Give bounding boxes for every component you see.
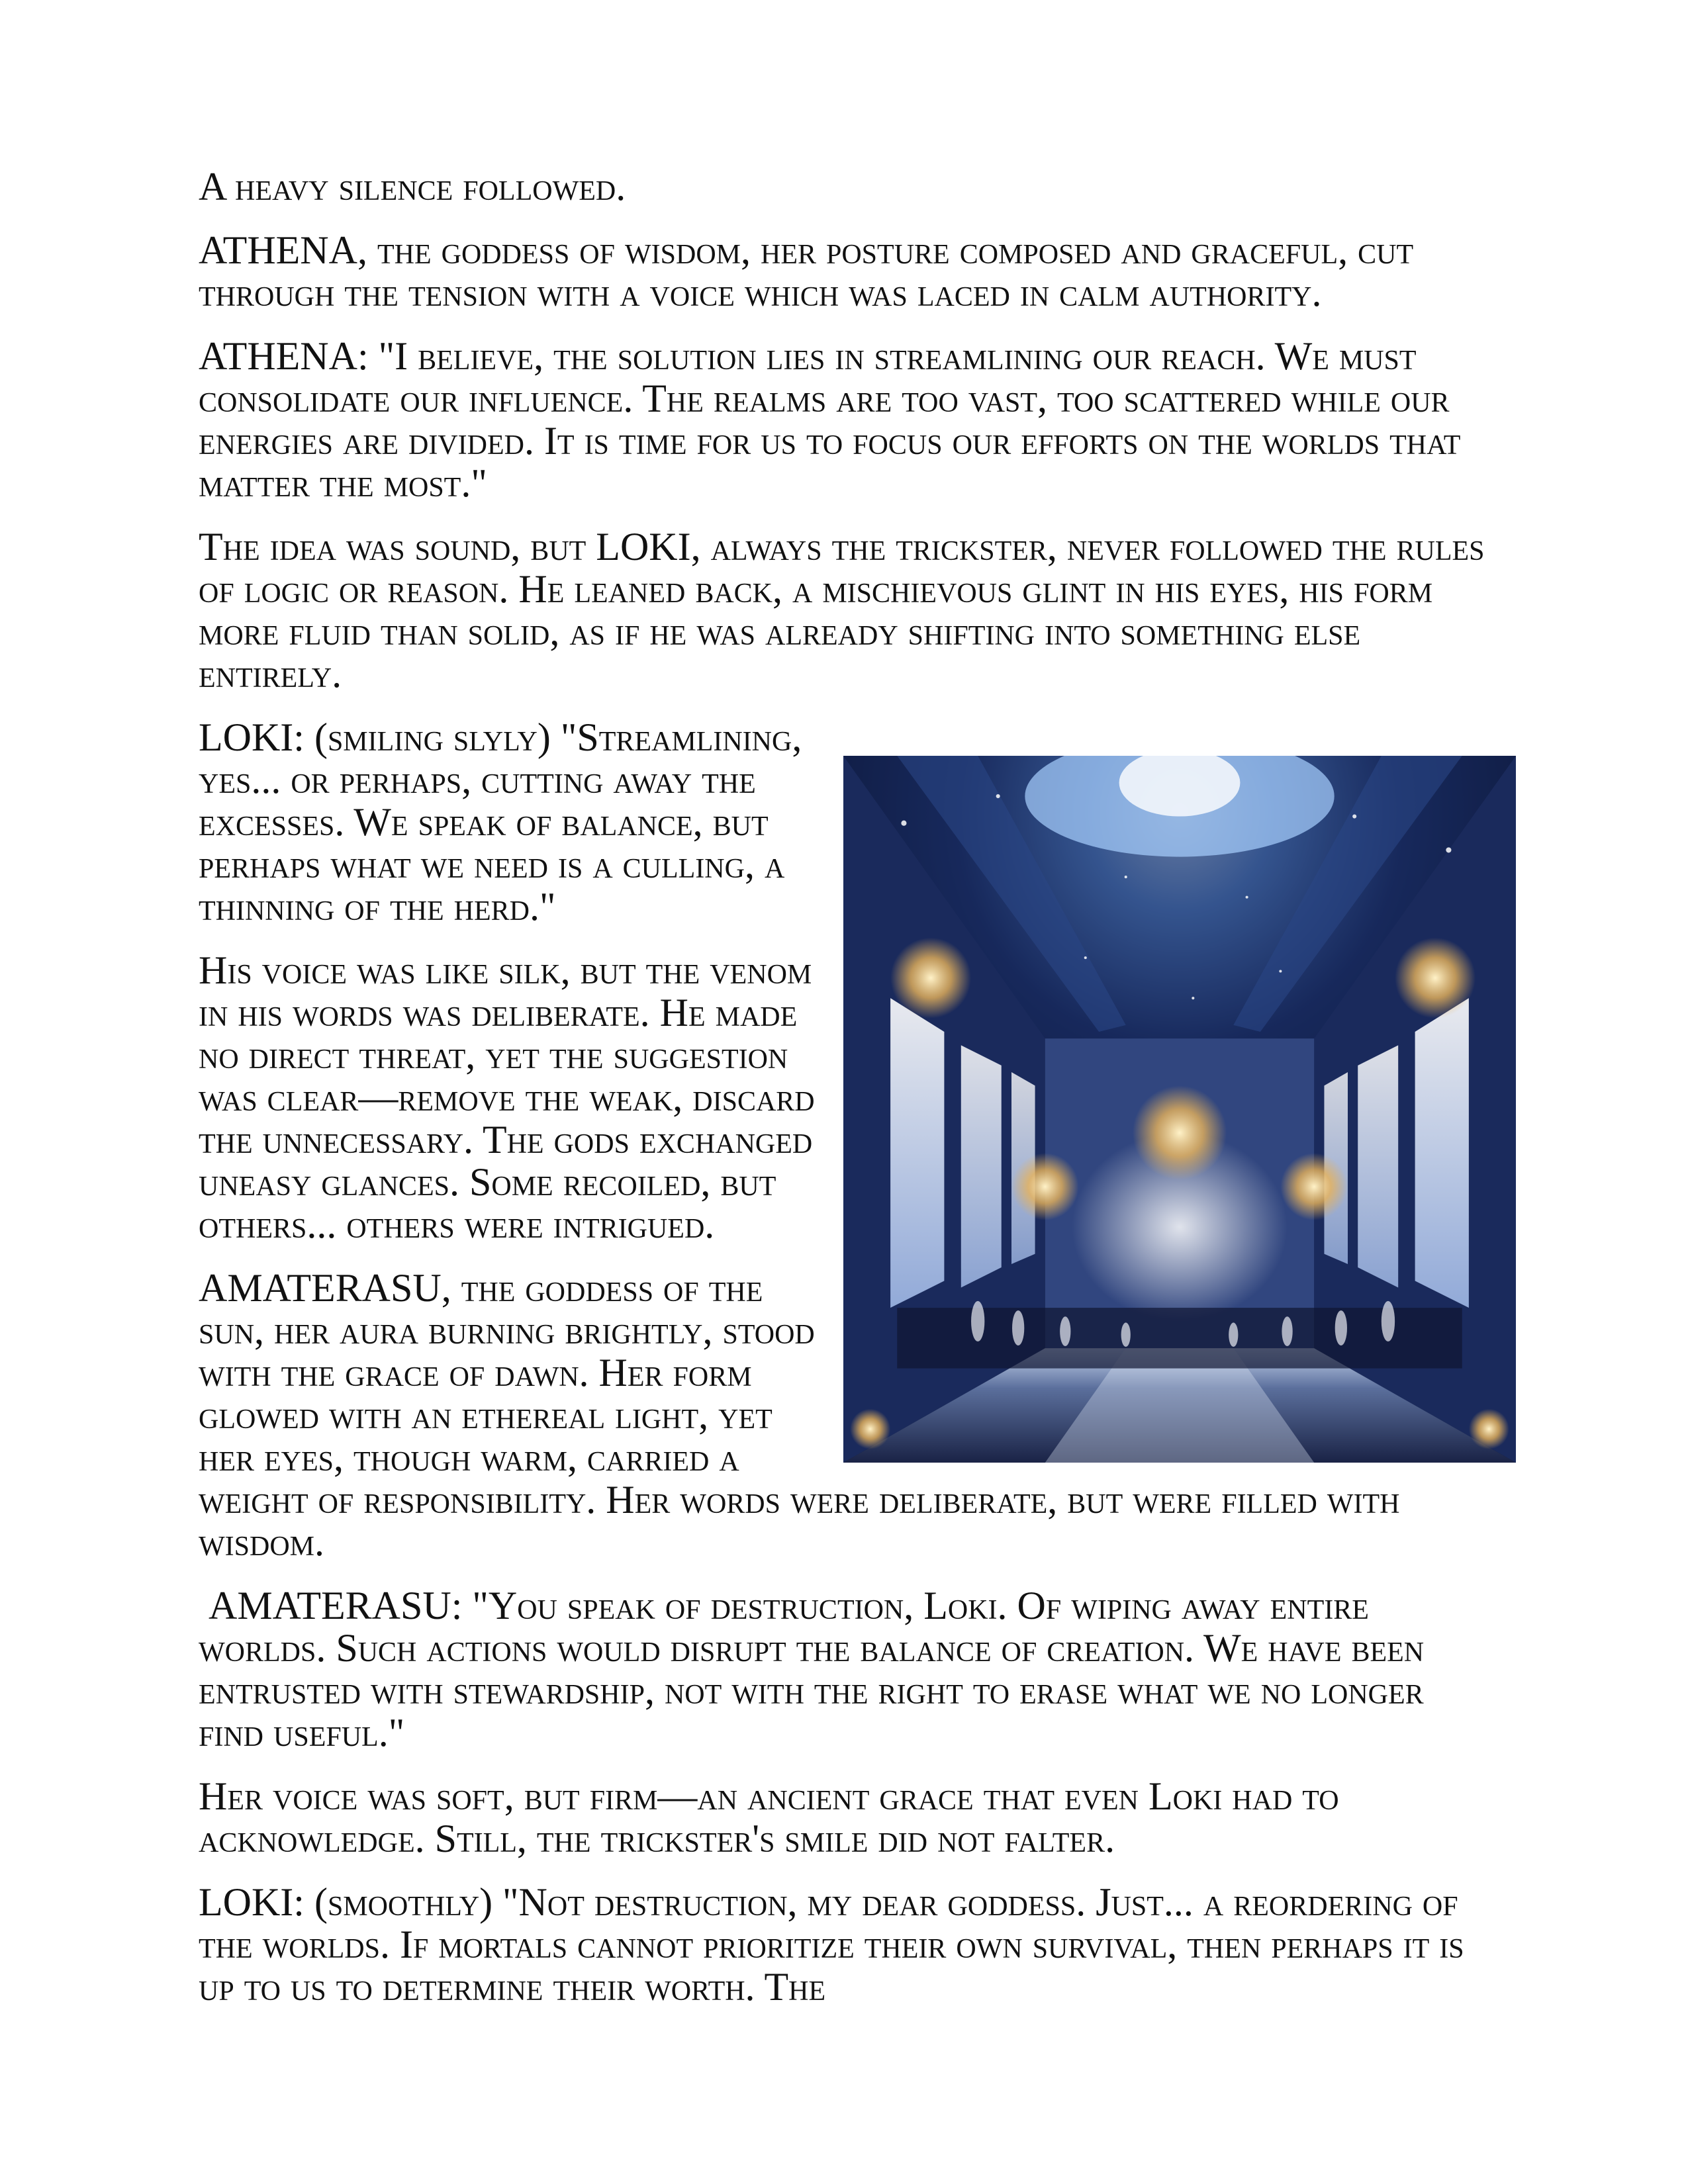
paragraph-loki-intro: The idea was sound, but LOKI, always the trickster, never followed the rules of logic or reason. He leaned back, a mischievous glint in his eyes, his form more fluid than solid, as if he was already shifting into something else entirely. — [199, 525, 1485, 696]
hall-image-art — [843, 756, 1516, 1463]
paragraph-loki-dialogue-2: LOKI: (smoothly) "Not destruction, my dear goddess. Just... a reordering of the worlds. If mortals cannot prioritize their own survival, then perhaps it is up to us to determine their worth. The — [199, 1880, 1464, 2009]
paragraph-athena-intro: ATHENA, the goddess of wisdom, her posture composed and graceful, cut through the tension with a voice which was laced in calm authority. — [199, 228, 1414, 314]
paragraph-loki-venom: His voice was like silk, but the venom in his words was deliberate. He made no direct threat, yet the suggestion was clear—remove the weak, discard the unnecessary. The gods exchanged uneasy glances. Some recoiled, but others... others were intrigued. — [199, 948, 815, 1246]
paragraph-silence: A heavy silence followed. — [199, 165, 626, 208]
celestial-hall-illustration — [843, 756, 1516, 1463]
paragraph-loki-dialogue-1: LOKI: (smiling slyly) "Streamlining, yes... or perhaps, cutting away the excesses. We speak of balance, but perhaps what we need is a culling, a thinning of the herd." — [199, 715, 802, 929]
paragraph-amaterasu-voice: Her voice was soft, but firm—an ancient grace that even Loki had to acknowledge. Still, the trickster's smile did not falter. — [199, 1774, 1339, 1860]
paragraph-athena-dialogue: ATHENA: "I believe, the solution lies in streamlining our reach. We must consolidate our influence. The realms are too vast, too scattered while our energies are divided. It is time for us to focus our efforts on the worlds that matter the most." — [199, 334, 1461, 505]
document-body — [199, 165, 1496, 2029]
paragraph-amaterasu-intro: AMATERASU, the goddess of the sun, her aura burning brightly, stood with the grace of dawn. Her form glowed with an ethereal light, yet her eyes, though warm, carried a weight of responsibility. Her words were deliberate, but were filled with wisdom. — [199, 1266, 1400, 1564]
paragraph-amaterasu-dialogue: AMATERASU: "You speak of destruction, Loki. Of wiping away entire worlds. Such actions would disrupt the balance of creation. We have been entrusted with stewardship, not with the right to erase what we no longer find useful." — [199, 1584, 1425, 1754]
